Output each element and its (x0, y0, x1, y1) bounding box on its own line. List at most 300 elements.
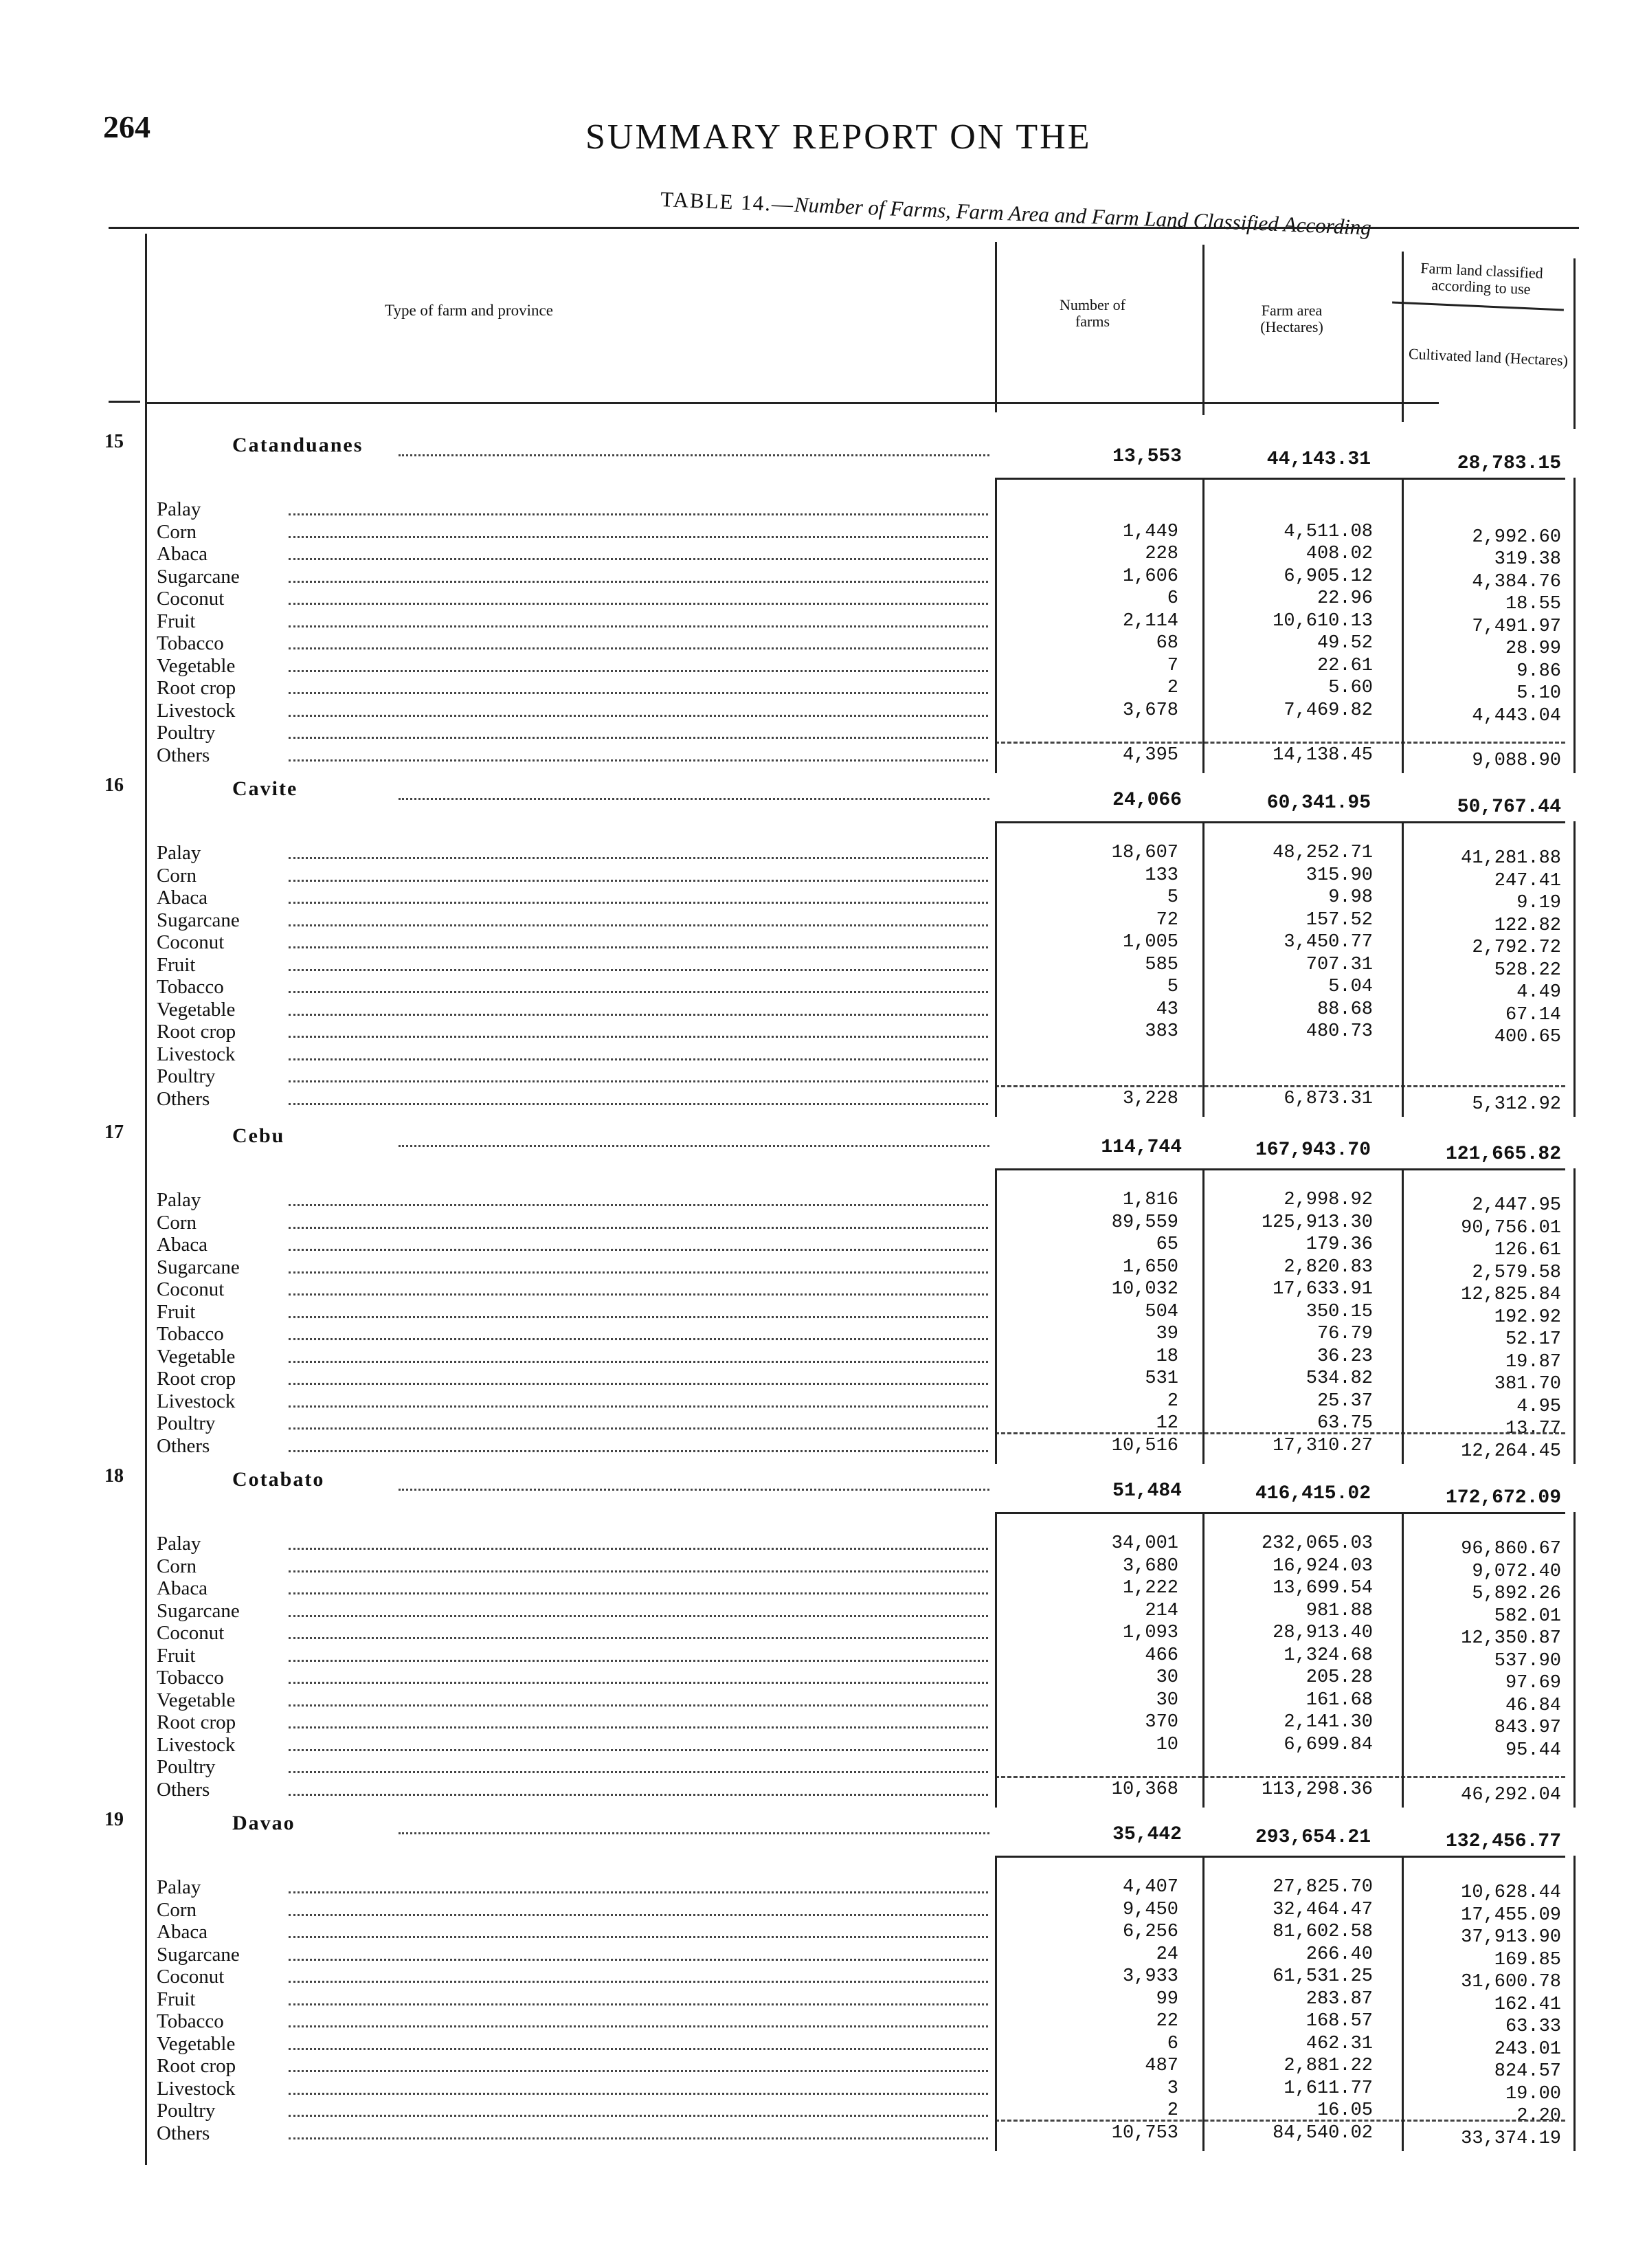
row-leader (289, 1383, 988, 1385)
row-leader (289, 1570, 988, 1572)
col-rule-farms (995, 821, 997, 1117)
section-number: 18 (104, 1465, 124, 1487)
cultivated-column (1381, 1194, 1561, 1463)
cell-cultivated (1381, 1071, 1561, 1093)
cell-farms: 10,516 (1111, 1435, 1178, 1456)
row-leader (289, 1891, 988, 1893)
row-leader (289, 536, 988, 538)
row-leader (289, 2025, 988, 2027)
cell-cultivated: 4,443.04 (1472, 705, 1561, 726)
cell-farms: 487 (1145, 2056, 1178, 2076)
row-leader (289, 558, 988, 560)
header-type: Type of farm and province (385, 302, 553, 319)
row-label: Others (157, 1434, 210, 1457)
row-label: Root crop (157, 2055, 236, 2077)
cell-area: 1,324.68 (1284, 1645, 1373, 1666)
row-label: Others (157, 1087, 210, 1110)
cell-area: 315.90 (1306, 865, 1373, 886)
row-leader (289, 1726, 988, 1728)
total-area: 416,415.02 (1255, 1483, 1371, 1504)
row-label: Abaca (157, 887, 208, 909)
cell-area: 25.37 (1317, 1390, 1373, 1412)
cell-farms: 3,678 (1122, 700, 1178, 721)
cell-area: 2,998.92 (1284, 1190, 1373, 1210)
row-label: Abaca (157, 1577, 208, 1599)
row-label: Tobacco (157, 2010, 224, 2032)
province-name: Cotabato (232, 1468, 325, 1491)
cell-farms: 99 (1156, 1988, 1178, 2010)
cell-area: 7,469.82 (1284, 700, 1373, 721)
row-leader (289, 1316, 988, 1318)
cell-farms: 34,001 (1111, 1533, 1178, 1554)
row-leader (289, 581, 988, 583)
cell-farms: 5 (1167, 977, 1178, 997)
total-cultivated: 121,665.82 (1445, 1144, 1561, 1165)
province-name: Davao (232, 1812, 295, 1834)
cell-area: 17,310.27 (1273, 1435, 1373, 1456)
row-leader (289, 1103, 988, 1105)
cell-cultivated: 824.57 (1494, 2061, 1561, 2082)
cell-area: 125,913.30 (1261, 1212, 1373, 1233)
cell-farms: 22 (1156, 2011, 1178, 2032)
row-label: Corn (157, 1555, 197, 1577)
farms-column (1003, 498, 1178, 766)
cell-area: 76.79 (1317, 1324, 1373, 1344)
total-cultivated: 28,783.15 (1457, 453, 1561, 474)
row-leader (289, 692, 988, 694)
total-farms: 13,553 (1112, 446, 1182, 467)
row-label: Coconut (157, 1622, 225, 1644)
row-leader (289, 2003, 988, 2005)
cell-area: 6,905.12 (1284, 566, 1373, 587)
cell-area: 84,540.02 (1273, 2122, 1373, 2144)
row-labels (157, 842, 240, 1110)
row-leader (289, 2070, 988, 2072)
cell-cultivated: 9.86 (1516, 660, 1561, 682)
cell-cultivated: 31,600.78 (1461, 1972, 1561, 1992)
cell-farms: 585 (1145, 954, 1178, 975)
cell-area: 61,531.25 (1273, 1966, 1373, 1987)
row-label: Others (157, 1778, 210, 1801)
row-leader (289, 1271, 988, 1274)
area-column (1196, 498, 1373, 766)
cell-farms: 2,114 (1122, 610, 1178, 632)
row-leader (289, 1427, 988, 1430)
cell-farms: 18,607 (1111, 843, 1178, 863)
cell-area: 17,633.91 (1273, 1279, 1373, 1300)
cell-cultivated (1381, 504, 1561, 526)
cell-area: 81,602.58 (1273, 1922, 1373, 1942)
row-leader (289, 924, 988, 926)
row-leader (289, 1637, 988, 1639)
cell-cultivated: 5,312.92 (1472, 1093, 1561, 1115)
row-leader (289, 946, 988, 948)
header-area: Farm area (Hectares) (1260, 302, 1323, 335)
row-label: Corn (157, 520, 197, 543)
totals-rule (995, 1512, 1565, 1514)
cell-area: 13,699.54 (1273, 1578, 1373, 1599)
row-label: Sugarcane (157, 1599, 240, 1622)
cell-farms: 68 (1156, 633, 1178, 654)
cell-farms: 89,559 (1111, 1212, 1178, 1233)
cell-area: 88.68 (1317, 999, 1373, 1020)
cell-farms: 6 (1167, 2033, 1178, 2054)
cell-area: 480.73 (1306, 1021, 1373, 1042)
cell-farms: 4,407 (1122, 1877, 1178, 1898)
cell-farms: 370 (1145, 1712, 1178, 1733)
cell-cultivated: 528.22 (1494, 959, 1561, 981)
row-label: Livestock (157, 2077, 236, 2100)
farms-column (1003, 1533, 1178, 1801)
cultivated-column (1381, 1538, 1561, 1806)
col-rule-cult (1402, 1856, 1404, 2151)
section-number: 17 (104, 1122, 124, 1143)
cell-cultivated: 5.10 (1516, 683, 1561, 704)
cell-cultivated: 9,088.90 (1472, 750, 1561, 771)
row-leader (289, 1014, 988, 1016)
cell-cultivated: 582.01 (1494, 1605, 1561, 1627)
row-leader (289, 1548, 988, 1550)
cell-cultivated: 12,825.84 (1461, 1285, 1561, 1305)
row-leader (289, 513, 988, 515)
cell-area: 2,141.30 (1284, 1712, 1373, 1733)
cell-cultivated (1381, 727, 1561, 750)
row-label: Coconut (157, 1966, 225, 1988)
row-label: Palay (157, 1189, 201, 1211)
total-cultivated: 50,767.44 (1457, 797, 1561, 818)
cell-area: 350.15 (1306, 1301, 1373, 1322)
cell-area: 16.05 (1317, 2100, 1373, 2121)
header-farms: Number of farms (1060, 296, 1125, 330)
province-leader (399, 1145, 989, 1147)
cell-farms (1003, 1043, 1178, 1066)
cell-area: 408.02 (1306, 544, 1373, 564)
row-label: Tobacco (157, 632, 224, 654)
row-label: Livestock (157, 1390, 236, 1412)
row-leader (289, 670, 988, 672)
cell-cultivated: 96,860.67 (1461, 1539, 1561, 1559)
row-labels (157, 1533, 240, 1801)
others-rule (995, 1085, 1565, 1087)
cell-farms: 10 (1156, 1734, 1178, 1755)
row-leader (289, 2115, 988, 2117)
col-rule-farms (995, 1168, 997, 1464)
row-leader (289, 1080, 988, 1082)
cell-cultivated: 4.95 (1516, 1396, 1561, 1417)
cell-cultivated: 63.33 (1505, 2016, 1561, 2037)
page-number: 264 (103, 109, 150, 144)
cell-area: 4,511.08 (1284, 521, 1373, 542)
row-leader (289, 1704, 988, 1706)
row-leader (289, 902, 988, 904)
cell-farms: 3,933 (1122, 1966, 1178, 1987)
cell-cultivated: 41,281.88 (1461, 848, 1561, 869)
row-label: Fruit (157, 953, 196, 976)
cell-area: 283.87 (1306, 1988, 1373, 2010)
cell-area: 232,065.03 (1261, 1533, 1373, 1554)
cell-cultivated: 243.01 (1494, 2038, 1561, 2060)
cell-area: 1,611.77 (1284, 2078, 1373, 2099)
col-rule-farms (995, 1512, 997, 1808)
cell-area: 3,450.77 (1284, 932, 1373, 953)
cell-area: 14,138.45 (1273, 744, 1373, 766)
row-label: Coconut (157, 931, 225, 953)
row-leader (289, 1914, 988, 1916)
others-rule (995, 742, 1565, 744)
total-farms: 114,744 (1101, 1137, 1182, 1158)
province-leader (399, 454, 989, 456)
row-leader (289, 1204, 988, 1206)
row-label: Corn (157, 1211, 197, 1234)
farms-column (1003, 1189, 1178, 1457)
cell-farms: 39 (1156, 1324, 1178, 1344)
row-leader (289, 759, 988, 761)
cell-cultivated: 10,628.44 (1461, 1882, 1561, 1903)
row-leader (289, 2093, 988, 2095)
col-rule-cult (1402, 478, 1404, 773)
cell-farms (1003, 498, 1178, 521)
cell-cultivated: 17,455.09 (1461, 1904, 1561, 1926)
total-area: 293,654.21 (1255, 1827, 1371, 1848)
cell-cultivated: 126.61 (1494, 1240, 1561, 1260)
row-label: Others (157, 2122, 210, 2144)
cell-cultivated: 95.44 (1505, 1739, 1561, 1761)
area-column (1196, 842, 1373, 1110)
cell-farms: 1,449 (1122, 521, 1178, 542)
row-leader (289, 2048, 988, 2050)
cell-area: 5.04 (1328, 977, 1373, 997)
cell-farms: 18 (1156, 1346, 1178, 1367)
province-leader (399, 1489, 989, 1491)
others-rule (995, 1432, 1565, 1434)
cell-farms: 466 (1145, 1645, 1178, 1666)
row-leader (289, 1615, 988, 1617)
cell-farms: 4,395 (1122, 744, 1178, 766)
cell-farms: 30 (1156, 1689, 1178, 1711)
row-label: Poultry (157, 2100, 216, 2122)
row-label: Corn (157, 1898, 197, 1921)
table-caption-label: TABLE 14.— (660, 187, 795, 216)
cell-area: 48,252.71 (1273, 843, 1373, 863)
total-farms: 51,484 (1112, 1480, 1182, 1502)
cell-cultivated: 122.82 (1494, 915, 1561, 936)
row-label: Livestock (157, 1043, 236, 1065)
cell-cultivated: 46,292.04 (1461, 1784, 1561, 1805)
row-leader (289, 1794, 988, 1796)
row-label: Root crop (157, 677, 236, 699)
province-name: Cavite (232, 777, 298, 800)
cell-farms: 43 (1156, 999, 1178, 1020)
totals-rule (995, 478, 1565, 480)
row-leader (289, 1981, 988, 1983)
cell-cultivated: 5,892.26 (1472, 1583, 1561, 1604)
province-name: Catanduanes (232, 434, 363, 456)
cell-cultivated: 192.92 (1494, 1307, 1561, 1328)
cell-farms: 3 (1167, 2078, 1178, 2099)
cell-area: 113,298.36 (1261, 1779, 1373, 1800)
cell-cultivated: 97.69 (1505, 1673, 1561, 1693)
row-label: Sugarcane (157, 909, 240, 931)
cell-area: 266.40 (1306, 1944, 1373, 1965)
row-label: Abaca (157, 1921, 208, 1943)
cell-farms: 1,816 (1122, 1190, 1178, 1210)
section-number: 16 (104, 775, 124, 796)
row-label: Tobacco (157, 976, 224, 998)
row-label: Palay (157, 842, 201, 864)
col-rule-farms (995, 1856, 997, 2151)
total-farms: 24,066 (1112, 790, 1182, 811)
cell-farms: 10,368 (1111, 1779, 1178, 1800)
cell-cultivated: 19.00 (1505, 2083, 1561, 2104)
cell-farms: 2 (1167, 2100, 1178, 2121)
total-cultivated: 172,672.09 (1445, 1487, 1561, 1509)
cell-farms: 2 (1167, 1390, 1178, 1412)
row-leader (289, 2137, 988, 2139)
col-rule-right (1573, 1856, 1576, 2151)
cell-area: 6,699.84 (1284, 1734, 1373, 1755)
cell-farms: 3,680 (1122, 1555, 1178, 1577)
col-rule-right (1573, 1512, 1576, 1808)
cell-area: 27,825.70 (1273, 1877, 1373, 1898)
cell-cultivated: 2,992.60 (1472, 526, 1561, 548)
cell-area (1196, 498, 1373, 521)
row-label: Poultry (157, 1065, 216, 1087)
cell-farms: 7 (1167, 655, 1178, 676)
row-label: Poultry (157, 1412, 216, 1434)
cultivated-column (1381, 847, 1561, 1115)
cell-farms: 1,093 (1122, 1623, 1178, 1643)
cell-area: 28,913.40 (1273, 1623, 1373, 1643)
province-leader (399, 1832, 989, 1834)
totals-rule (995, 1856, 1565, 1858)
cell-area: 161.68 (1306, 1689, 1373, 1711)
totals-rule (995, 821, 1565, 823)
row-labels (157, 1189, 240, 1457)
cell-cultivated: 9.19 (1516, 893, 1561, 913)
row-label: Palay (157, 1533, 201, 1555)
row-leader (289, 1660, 988, 1662)
area-column (1196, 1533, 1373, 1801)
cell-farms: 1,222 (1122, 1578, 1178, 1599)
cell-cultivated: 247.41 (1494, 870, 1561, 891)
row-label: Abaca (157, 543, 208, 565)
row-label: Livestock (157, 699, 236, 722)
cell-farms: 24 (1156, 1944, 1178, 1965)
cell-cultivated: 12,264.45 (1461, 1441, 1561, 1462)
row-leader (289, 969, 988, 971)
others-rule (995, 2120, 1565, 2122)
cultivated-column (1381, 504, 1561, 772)
row-label: Sugarcane (157, 565, 240, 588)
row-leader (289, 737, 988, 739)
cell-cultivated: 169.85 (1494, 1949, 1561, 1970)
row-leader (289, 1592, 988, 1594)
col-rule-right (1573, 821, 1576, 1117)
row-leader (289, 603, 988, 605)
row-leader (289, 625, 988, 627)
row-label: Fruit (157, 1300, 196, 1323)
cell-farms: 10,753 (1111, 2122, 1178, 2144)
row-label: Vegetable (157, 2032, 236, 2055)
cell-farms: 5 (1167, 887, 1178, 908)
area-column (1196, 1189, 1373, 1457)
row-labels (157, 1876, 240, 2144)
cell-cultivated: 67.14 (1505, 1004, 1561, 1025)
area-column (1196, 1876, 1373, 2144)
cell-farms: 1,650 (1122, 1256, 1178, 1278)
row-label: Fruit (157, 1988, 196, 2010)
row-label: Vegetable (157, 998, 236, 1021)
cultivated-column (1381, 1882, 1561, 2150)
cell-cultivated: 33,374.19 (1461, 2128, 1561, 2149)
row-leader (289, 1405, 988, 1408)
cell-cultivated: 162.41 (1494, 1994, 1561, 2015)
farms-column (1003, 842, 1178, 1110)
cell-cultivated: 52.17 (1505, 1329, 1561, 1350)
cell-farms: 12 (1156, 1413, 1178, 1434)
total-cultivated: 132,456.77 (1445, 1831, 1561, 1852)
cell-farms: 6,256 (1122, 1922, 1178, 1942)
row-leader (289, 1936, 988, 1938)
col-rule-area (1202, 821, 1205, 1117)
row-label: Coconut (157, 588, 225, 610)
row-leader (289, 1749, 988, 1751)
col-rule-area (1202, 1168, 1205, 1464)
row-label: Abaca (157, 1234, 208, 1256)
cell-area: 707.31 (1306, 954, 1373, 975)
cell-farms: 383 (1145, 1021, 1178, 1042)
cell-farms: 3,228 (1122, 1088, 1178, 1109)
row-leader (289, 1058, 988, 1060)
row-label: Root crop (157, 1368, 236, 1390)
cell-cultivated: 18.55 (1505, 594, 1561, 614)
cell-cultivated: 37,913.90 (1461, 1927, 1561, 1948)
cell-area (1196, 1043, 1373, 1066)
cell-area: 157.52 (1306, 909, 1373, 931)
cell-cultivated: 4,384.76 (1472, 571, 1561, 592)
cell-cultivated: 319.38 (1494, 549, 1561, 570)
cell-farms: 9,450 (1122, 1899, 1178, 1920)
total-area: 44,143.31 (1266, 449, 1371, 470)
cell-cultivated: 13.77 (1505, 1419, 1561, 1439)
row-leader (289, 1036, 988, 1038)
row-label: Vegetable (157, 1345, 236, 1368)
cell-area: 168.57 (1306, 2011, 1373, 2032)
cell-cultivated: 19.87 (1505, 1351, 1561, 1372)
cell-cultivated: 2,579.58 (1472, 1262, 1561, 1283)
others-rule (995, 1776, 1565, 1778)
cell-farms: 1,005 (1122, 932, 1178, 953)
cell-area: 16,924.03 (1273, 1555, 1373, 1577)
cell-area: 981.88 (1306, 1600, 1373, 1621)
cell-area: 32,464.47 (1273, 1899, 1373, 1920)
cell-area: 534.82 (1306, 1368, 1373, 1389)
cell-area: 63.75 (1317, 1413, 1373, 1434)
row-leader (289, 1338, 988, 1340)
cell-farms: 531 (1145, 1368, 1178, 1389)
row-label: Livestock (157, 1733, 236, 1756)
report-title: SUMMARY REPORT ON THE (585, 118, 1092, 157)
cell-farms: 504 (1145, 1301, 1178, 1322)
row-label: Root crop (157, 1021, 236, 1043)
row-leader (289, 647, 988, 649)
total-area: 60,341.95 (1266, 792, 1371, 814)
row-label: Corn (157, 864, 197, 887)
row-leader (289, 715, 988, 717)
cell-farms: 30 (1156, 1667, 1178, 1688)
cell-farms: 6 (1167, 588, 1178, 609)
cell-cultivated: 537.90 (1494, 1650, 1561, 1671)
